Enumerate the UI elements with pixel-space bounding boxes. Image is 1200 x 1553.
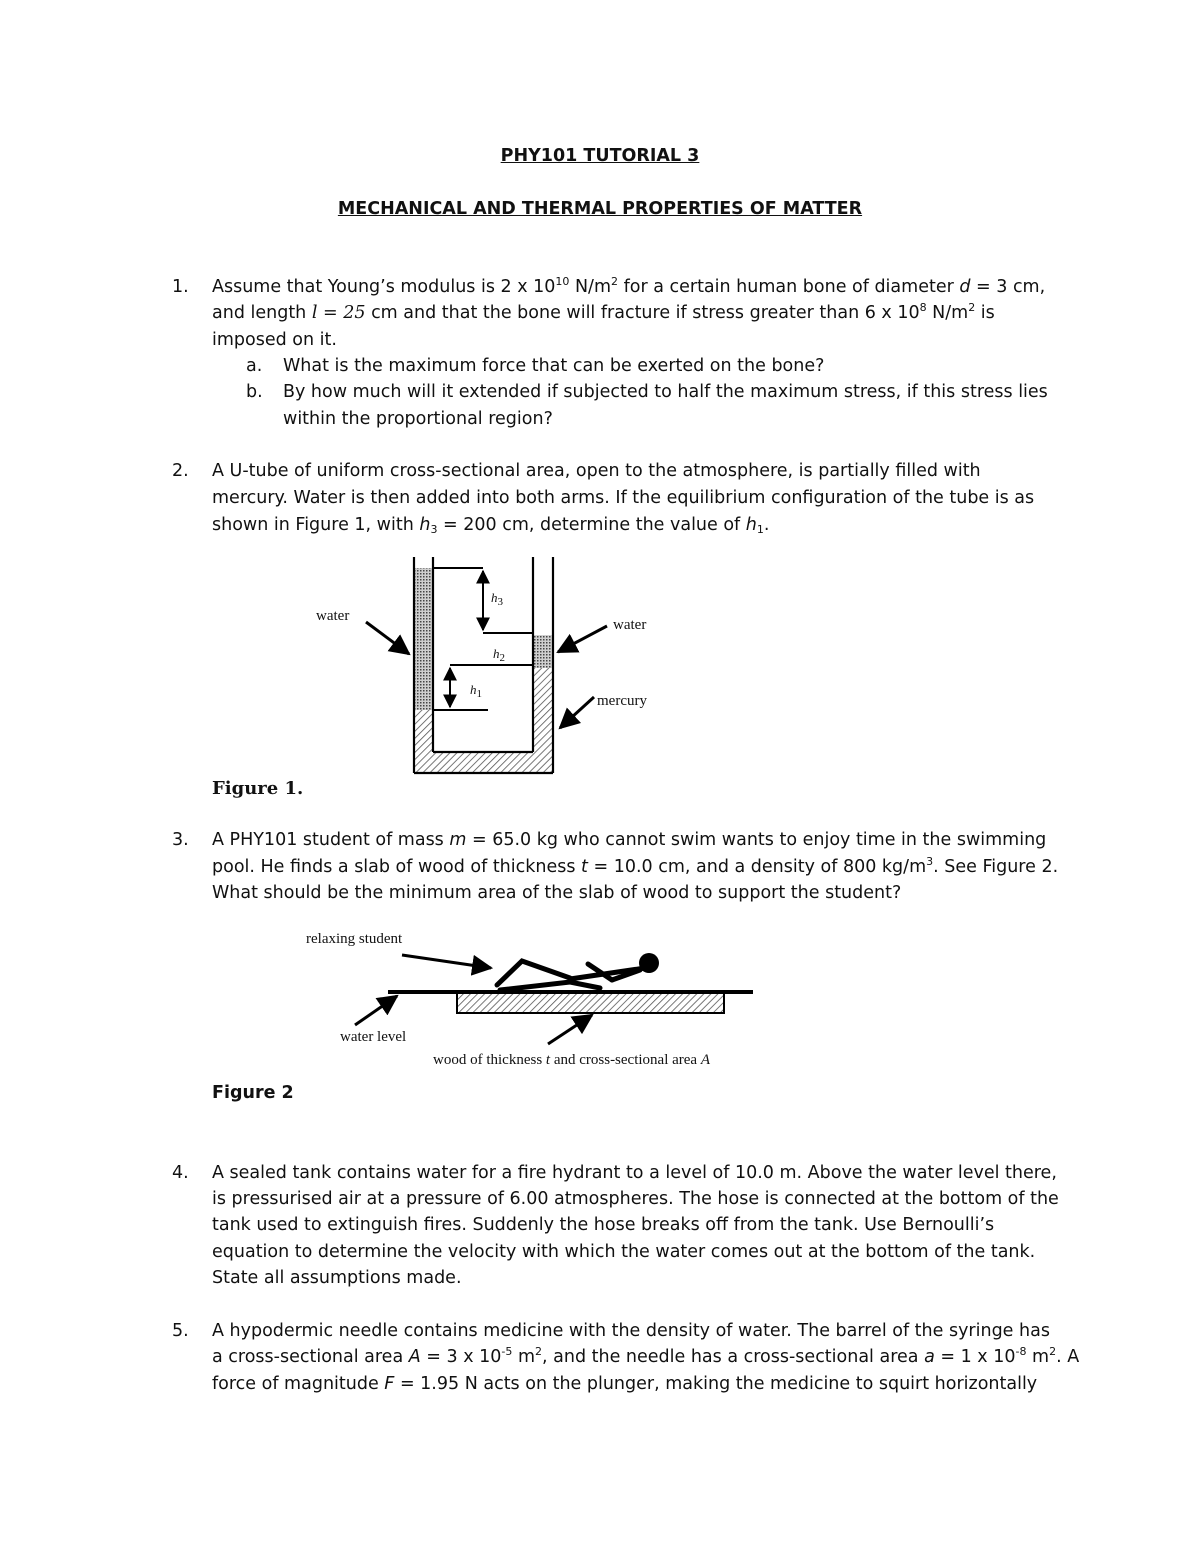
question-2-line-2: mercury. Water is then added into both arms. If the equilibrium configuration of the tube is as	[212, 488, 1035, 508]
question-3-line-1: A PHY101 student of mass m = 65.0 kg who cannot swim wants to enjoy time in the swimming	[212, 830, 1047, 850]
question-4-line-3: tank used to extinguish fires. Suddenly the hose breaks off from the tank. Use Bernoulli’s	[212, 1215, 995, 1235]
wood-slab	[457, 993, 724, 1013]
question-1b-text-2: within the proportional region?	[283, 409, 553, 429]
question-5-line-3: force of magnitude F = 1.95 N acts on the plunger, making the medicine to squirt horizontally	[212, 1374, 1038, 1394]
question-1-number: 1.	[172, 277, 189, 297]
question-1b-label: b.	[246, 382, 263, 402]
question-2-number: 2.	[172, 461, 189, 481]
label-water-left: water	[316, 608, 350, 624]
label-mercury: mercury	[597, 693, 647, 709]
question-3-number: 3.	[172, 830, 189, 850]
label-relaxing-student: relaxing student	[306, 931, 403, 947]
label-h1: $h_1$	[470, 682, 482, 700]
question-5-line-1: A hypodermic needle contains medicine with the density of water. The barrel of the syringe has	[212, 1321, 1050, 1341]
student-figure	[497, 961, 645, 990]
question-2-line-3: shown in Figure 1, with $h_3 = 200$ cm, determine the value of $h_1$.	[212, 515, 770, 536]
figure-1-caption: Figure 1.	[212, 778, 304, 799]
question-5-line-2: a cross-sectional area A = 3 x $10^{-5}$ $m^2$, and the needle has a cross-sectional area a = 1 x $10^{-8}$ $m^2$. A	[212, 1345, 1080, 1367]
label-h2: $h_2$	[493, 646, 505, 664]
question-1-line-3: imposed on it.	[212, 330, 337, 350]
page-title: PHY101 TUTORIAL 3	[500, 146, 700, 166]
question-1-line-1: Assume that Young’s modulus is 2 x $10^{10}$ $N/m^2$ for a certain human bone of diameter d = 3 cm,	[212, 275, 1046, 297]
label-water-level: water level	[340, 1029, 407, 1045]
student-head	[639, 953, 659, 973]
figure-2-caption: Figure 2	[212, 1083, 294, 1103]
question-4-line-1: A sealed tank contains water for a fire hydrant to a level of 10.0 m. Above the water level there,	[212, 1163, 1057, 1183]
question-1b-text-1: By how much will it extended if subjected to half the maximum stress, if this stress lies	[283, 382, 1048, 402]
label-wood: wood of thickness t and cross-sectional area A	[433, 1052, 711, 1068]
question-5-number: 5.	[172, 1321, 189, 1341]
label-water-right: water	[613, 617, 647, 633]
question-1a-label: a.	[246, 356, 263, 376]
question-4-line-5: State all assumptions made.	[212, 1268, 462, 1288]
question-2-line-1: A U-tube of uniform cross-sectional area, open to the atmosphere, is partially filled with	[212, 461, 981, 481]
question-3-line-2: pool. He finds a slab of wood of thickness t = 10.0 cm, and a density of 800 $kg/m^3$. See Figure 2.	[212, 855, 1059, 877]
question-4-line-2: is pressurised air at a pressure of 6.00 atmospheres. The hose is connected at the bottom of the	[212, 1189, 1059, 1209]
question-1a-text: What is the maximum force that can be exerted on the bone?	[283, 356, 825, 376]
question-1-line-2: and length l = 25 cm and that the bone will fracture if stress greater than 6 x $10^8$ $N/m^2$ is	[212, 301, 995, 323]
question-3-line-3: What should be the minimum area of the slab of wood to support the student?	[212, 883, 902, 903]
question-4-line-4: equation to determine the velocity with which the water comes out at the bottom of the tank.	[212, 1242, 1036, 1262]
page-subtitle: MECHANICAL AND THERMAL PROPERTIES OF MATTER	[337, 199, 863, 219]
question-4-number: 4.	[172, 1163, 189, 1183]
label-h3: $h_3$	[491, 590, 503, 608]
